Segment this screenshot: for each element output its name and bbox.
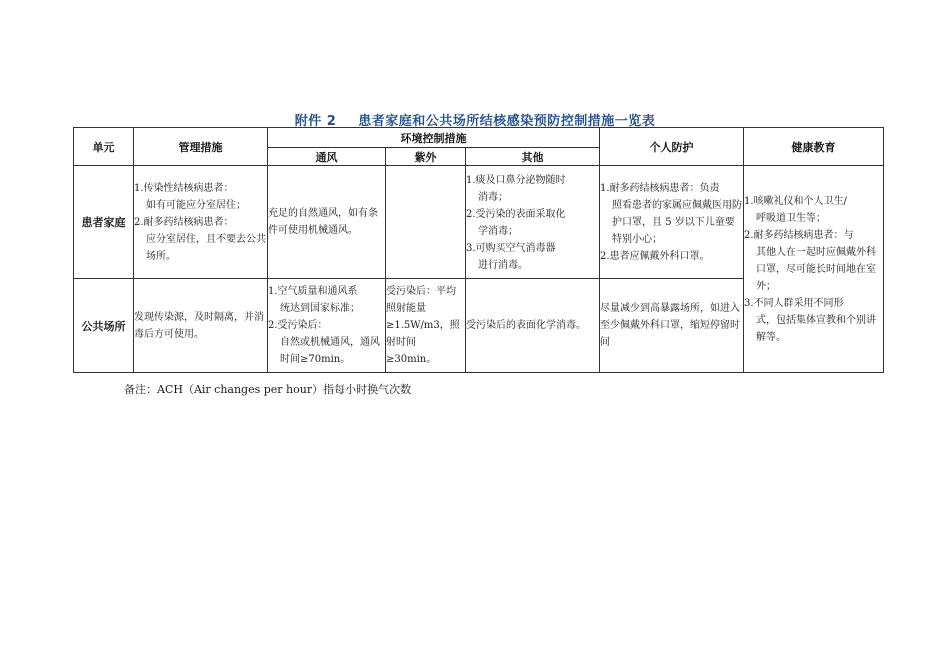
list-item: 1.咳嗽礼仪和个人卫生/ 呼吸道卫生等； bbox=[744, 195, 847, 224]
table-row-home bbox=[74, 166, 884, 279]
header-unit: 单元 bbox=[74, 128, 134, 166]
list-item: 2.耐多药结核病患者：与 其他人在一起时应佩戴外科口罩，尽可能长时间地在室外； bbox=[744, 229, 877, 292]
list-item: 2.耐多药结核病患者： 应分室居住，且不要去公共场所。 bbox=[134, 216, 266, 262]
header-education: 健康教育 bbox=[744, 128, 884, 166]
list-item: 1.痰及口鼻分泌物随时 消毒； bbox=[466, 175, 566, 203]
home-ventilation: 充足的自然通风，如有条件可使用机械通风。 bbox=[268, 166, 386, 279]
unit-public: 公共场所 bbox=[74, 279, 134, 373]
header-other: 其他 bbox=[466, 148, 600, 166]
list-item: 3.不同人群采用不同形 式，包括集体宣教和个别讲解等。 bbox=[744, 297, 877, 343]
list-item: 2.患者应佩戴外科口罩。 bbox=[600, 250, 710, 262]
public-uv: 受污染后：平均照射能量≥1.5W/m3，照射时间≥30min。 bbox=[386, 279, 466, 373]
footnote: 备注：ACH（Air changes per hour）指每小时换气次数 bbox=[124, 383, 412, 396]
public-other: 受污染后的表面化学消毒。 bbox=[466, 279, 600, 373]
header-management: 管理措施 bbox=[134, 128, 268, 166]
public-personal: 尽量减少到高暴露场所，如进入至少佩戴外科口罩，缩短停留时间 bbox=[600, 279, 744, 373]
list-item: 2.受污染的表面采取化 学消毒； bbox=[466, 209, 566, 237]
public-ventilation bbox=[268, 279, 386, 373]
title-text: 患者家庭和公共场所结核感染预防控制措施一览表 bbox=[358, 114, 656, 129]
header-uv: 紫外 bbox=[386, 148, 466, 166]
list-item: 2.受污染后： 自然或机械通风，通风时间≥70min。 bbox=[268, 320, 380, 365]
home-management bbox=[134, 166, 268, 279]
header-ventilation: 通风 bbox=[268, 148, 386, 166]
measures-table bbox=[73, 127, 884, 373]
list-item: 1.耐多药结核病患者：负责 照看患者的家属应佩戴医用防护口罩，且 5 岁以下儿童要特别小心； bbox=[600, 182, 743, 245]
home-uv bbox=[386, 166, 466, 279]
education-cell bbox=[744, 166, 884, 373]
public-management: 发现传染源，及时隔离，并消毒后方可使用。 bbox=[134, 279, 268, 373]
header-personal: 个人防护 bbox=[600, 128, 744, 166]
list-item: 1.传染性结核病患者： 如有可能应分室居住； bbox=[134, 182, 246, 211]
unit-home: 患者家庭 bbox=[74, 166, 134, 279]
home-personal bbox=[600, 166, 744, 279]
list-item: 3.可购买空气消毒器 进行消毒。 bbox=[466, 243, 556, 271]
home-other bbox=[466, 166, 600, 279]
appendix-number: 附件 2 bbox=[294, 114, 337, 129]
list-item: 1.空气质量和通风系 统达到国家标准； bbox=[268, 286, 360, 314]
header-environment: 环境控制措施 bbox=[268, 128, 600, 148]
